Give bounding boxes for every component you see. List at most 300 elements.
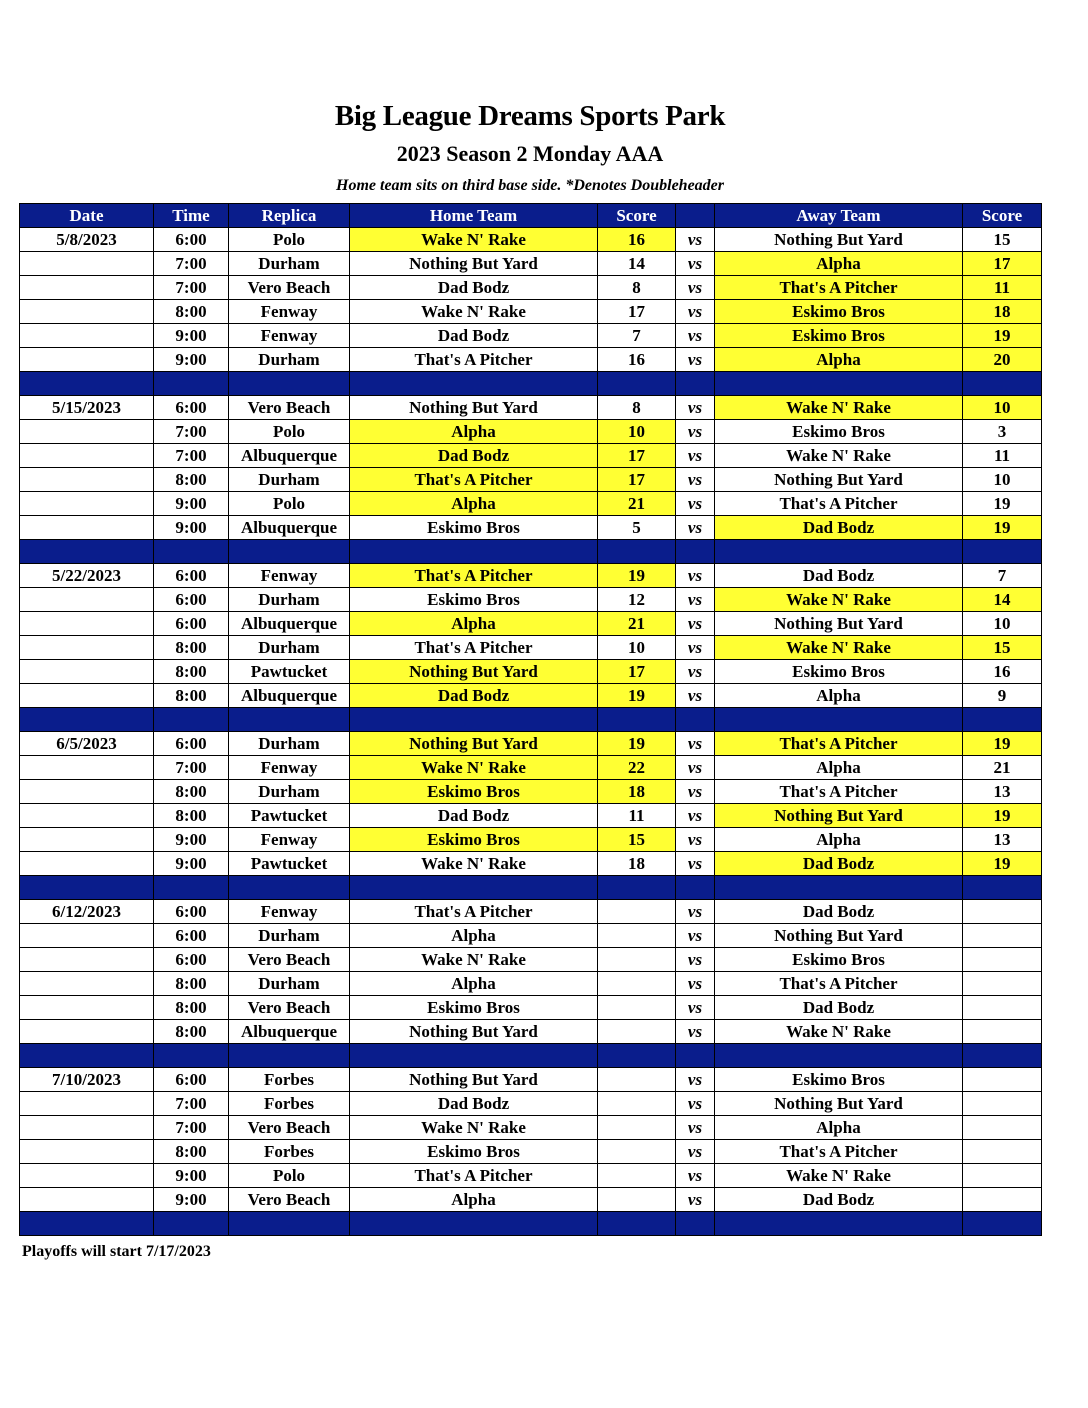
vs-label: vs xyxy=(676,324,715,348)
game-row xyxy=(20,948,1042,972)
game-row xyxy=(20,420,1042,444)
away-team: Eskimo Bros xyxy=(715,420,963,444)
separator-cell xyxy=(598,876,676,900)
game-row xyxy=(20,444,1042,468)
home-score xyxy=(598,1164,676,1188)
separator-cell xyxy=(20,372,154,396)
separator-cell xyxy=(715,1212,963,1236)
away-team: Wake N' Rake xyxy=(715,396,963,420)
away-score: 19 xyxy=(963,324,1042,348)
home-score: 11 xyxy=(598,804,676,828)
game-date xyxy=(20,948,154,972)
game-time: 8:00 xyxy=(154,804,229,828)
vs-label: vs xyxy=(676,492,715,516)
home-score: 19 xyxy=(598,732,676,756)
game-time: 8:00 xyxy=(154,300,229,324)
separator-cell xyxy=(20,1212,154,1236)
vs-label: vs xyxy=(676,444,715,468)
away-score xyxy=(963,1140,1042,1164)
home-score xyxy=(598,972,676,996)
separator-cell xyxy=(350,708,598,732)
separator-cell xyxy=(350,876,598,900)
game-row xyxy=(20,1164,1042,1188)
vs-label: vs xyxy=(676,1092,715,1116)
away-team: Eskimo Bros xyxy=(715,948,963,972)
game-date xyxy=(20,660,154,684)
home-team: Wake N' Rake xyxy=(350,948,598,972)
game-time: 8:00 xyxy=(154,1020,229,1044)
game-row xyxy=(20,300,1042,324)
vs-label: vs xyxy=(676,852,715,876)
game-date xyxy=(20,1188,154,1212)
separator-cell xyxy=(715,1044,963,1068)
separator-cell xyxy=(229,540,350,564)
away-team: Alpha xyxy=(715,684,963,708)
home-score: 17 xyxy=(598,468,676,492)
home-team: Dad Bodz xyxy=(350,324,598,348)
game-time: 6:00 xyxy=(154,612,229,636)
away-score xyxy=(963,1092,1042,1116)
separator-cell xyxy=(20,540,154,564)
game-row xyxy=(20,1068,1042,1092)
game-replica: Fenway xyxy=(229,300,350,324)
game-date xyxy=(20,1116,154,1140)
away-team: Dad Bodz xyxy=(715,996,963,1020)
game-row xyxy=(20,972,1042,996)
away-score: 14 xyxy=(963,588,1042,612)
separator-cell xyxy=(676,1212,715,1236)
away-score: 9 xyxy=(963,684,1042,708)
col-header-time: Time xyxy=(154,204,229,228)
away-team: Nothing But Yard xyxy=(715,1092,963,1116)
game-time: 8:00 xyxy=(154,972,229,996)
game-time: 6:00 xyxy=(154,396,229,420)
separator-cell xyxy=(676,708,715,732)
away-score xyxy=(963,1068,1042,1092)
separator-cell xyxy=(154,1044,229,1068)
game-replica: Albuquerque xyxy=(229,516,350,540)
game-date xyxy=(20,636,154,660)
game-date xyxy=(20,828,154,852)
home-score: 18 xyxy=(598,780,676,804)
away-score: 10 xyxy=(963,396,1042,420)
vs-label: vs xyxy=(676,228,715,252)
away-team: Wake N' Rake xyxy=(715,636,963,660)
vs-label: vs xyxy=(676,684,715,708)
home-score: 8 xyxy=(598,396,676,420)
game-row xyxy=(20,516,1042,540)
away-score: 20 xyxy=(963,348,1042,372)
schedule-body xyxy=(20,228,1042,1236)
away-team: Nothing But Yard xyxy=(715,924,963,948)
home-team: Wake N' Rake xyxy=(350,1116,598,1140)
game-time: 9:00 xyxy=(154,1188,229,1212)
home-score: 21 xyxy=(598,612,676,636)
home-score xyxy=(598,948,676,972)
schedule-table xyxy=(19,203,1042,1236)
game-date xyxy=(20,1020,154,1044)
away-team: That's A Pitcher xyxy=(715,732,963,756)
col-header-away-team: Away Team xyxy=(715,204,963,228)
game-replica: Albuquerque xyxy=(229,1020,350,1044)
away-score: 18 xyxy=(963,300,1042,324)
game-time: 6:00 xyxy=(154,900,229,924)
game-date xyxy=(20,612,154,636)
vs-label: vs xyxy=(676,516,715,540)
vs-label: vs xyxy=(676,396,715,420)
game-date xyxy=(20,924,154,948)
game-time: 9:00 xyxy=(154,492,229,516)
away-team: That's A Pitcher xyxy=(715,1140,963,1164)
game-time: 9:00 xyxy=(154,852,229,876)
game-row xyxy=(20,1116,1042,1140)
away-team: Alpha xyxy=(715,252,963,276)
home-team: Dad Bodz xyxy=(350,804,598,828)
vs-label: vs xyxy=(676,276,715,300)
game-date xyxy=(20,996,154,1020)
away-score: 15 xyxy=(963,228,1042,252)
game-replica: Vero Beach xyxy=(229,396,350,420)
separator-cell xyxy=(963,372,1042,396)
home-team: Alpha xyxy=(350,420,598,444)
separator-cell xyxy=(598,372,676,396)
separator-cell xyxy=(598,708,676,732)
col-header-date: Date xyxy=(20,204,154,228)
vs-label: vs xyxy=(676,564,715,588)
home-score xyxy=(598,1092,676,1116)
game-replica: Polo xyxy=(229,420,350,444)
away-score xyxy=(963,900,1042,924)
game-time: 8:00 xyxy=(154,780,229,804)
week-separator-row xyxy=(20,540,1042,564)
away-team: Eskimo Bros xyxy=(715,300,963,324)
game-replica: Polo xyxy=(229,1164,350,1188)
game-row xyxy=(20,492,1042,516)
game-time: 6:00 xyxy=(154,564,229,588)
game-row xyxy=(20,1020,1042,1044)
vs-label: vs xyxy=(676,996,715,1020)
away-team: Dad Bodz xyxy=(715,900,963,924)
game-time: 8:00 xyxy=(154,468,229,492)
separator-cell xyxy=(676,540,715,564)
game-replica: Durham xyxy=(229,468,350,492)
game-date xyxy=(20,1140,154,1164)
away-team: Nothing But Yard xyxy=(715,804,963,828)
home-score: 7 xyxy=(598,324,676,348)
away-score xyxy=(963,948,1042,972)
separator-cell xyxy=(20,708,154,732)
away-score: 13 xyxy=(963,780,1042,804)
game-replica: Pawtucket xyxy=(229,804,350,828)
home-team: Alpha xyxy=(350,924,598,948)
game-date xyxy=(20,588,154,612)
separator-cell xyxy=(676,876,715,900)
home-team: Wake N' Rake xyxy=(350,852,598,876)
week-separator-row xyxy=(20,876,1042,900)
away-team: Nothing But Yard xyxy=(715,228,963,252)
away-score xyxy=(963,1116,1042,1140)
away-score xyxy=(963,972,1042,996)
game-row xyxy=(20,1140,1042,1164)
game-time: 9:00 xyxy=(154,516,229,540)
home-team: Eskimo Bros xyxy=(350,516,598,540)
home-team: Dad Bodz xyxy=(350,276,598,300)
home-team: Alpha xyxy=(350,1188,598,1212)
away-team: Alpha xyxy=(715,828,963,852)
game-date xyxy=(20,756,154,780)
away-score: 10 xyxy=(963,612,1042,636)
separator-cell xyxy=(350,372,598,396)
game-replica: Durham xyxy=(229,636,350,660)
game-row xyxy=(20,276,1042,300)
home-score: 22 xyxy=(598,756,676,780)
game-replica: Fenway xyxy=(229,756,350,780)
vs-label: vs xyxy=(676,1020,715,1044)
game-row xyxy=(20,396,1042,420)
game-time: 6:00 xyxy=(154,924,229,948)
game-date xyxy=(20,516,154,540)
away-score: 21 xyxy=(963,756,1042,780)
game-replica: Albuquerque xyxy=(229,684,350,708)
game-row xyxy=(20,996,1042,1020)
col-header-replica: Replica xyxy=(229,204,350,228)
separator-cell xyxy=(598,1044,676,1068)
game-row xyxy=(20,636,1042,660)
game-date: 6/5/2023 xyxy=(20,732,154,756)
game-time: 6:00 xyxy=(154,228,229,252)
game-date xyxy=(20,972,154,996)
game-date xyxy=(20,420,154,444)
vs-label: vs xyxy=(676,348,715,372)
away-score xyxy=(963,1164,1042,1188)
separator-cell xyxy=(350,540,598,564)
home-team: Alpha xyxy=(350,972,598,996)
away-team: Wake N' Rake xyxy=(715,588,963,612)
home-score: 10 xyxy=(598,420,676,444)
game-row xyxy=(20,780,1042,804)
vs-label: vs xyxy=(676,612,715,636)
home-team: Wake N' Rake xyxy=(350,228,598,252)
separator-cell xyxy=(154,372,229,396)
week-separator-row xyxy=(20,372,1042,396)
game-replica: Polo xyxy=(229,492,350,516)
game-time: 7:00 xyxy=(154,252,229,276)
home-score xyxy=(598,1068,676,1092)
separator-cell xyxy=(229,1044,350,1068)
home-score: 16 xyxy=(598,348,676,372)
game-time: 9:00 xyxy=(154,324,229,348)
separator-cell xyxy=(715,540,963,564)
home-score: 18 xyxy=(598,852,676,876)
col-header-vs xyxy=(676,204,715,228)
away-team: That's A Pitcher xyxy=(715,492,963,516)
game-replica: Vero Beach xyxy=(229,948,350,972)
game-date xyxy=(20,252,154,276)
game-replica: Durham xyxy=(229,732,350,756)
separator-cell xyxy=(154,1212,229,1236)
home-team: Eskimo Bros xyxy=(350,996,598,1020)
game-row xyxy=(20,924,1042,948)
separator-cell xyxy=(229,708,350,732)
away-score: 7 xyxy=(963,564,1042,588)
game-replica: Fenway xyxy=(229,900,350,924)
separator-cell xyxy=(963,876,1042,900)
vs-label: vs xyxy=(676,948,715,972)
game-replica: Albuquerque xyxy=(229,612,350,636)
game-time: 8:00 xyxy=(154,996,229,1020)
away-score: 17 xyxy=(963,252,1042,276)
game-date xyxy=(20,1164,154,1188)
home-score xyxy=(598,900,676,924)
game-date xyxy=(20,300,154,324)
game-date: 5/8/2023 xyxy=(20,228,154,252)
game-time: 7:00 xyxy=(154,276,229,300)
home-score: 17 xyxy=(598,300,676,324)
game-date: 5/15/2023 xyxy=(20,396,154,420)
page-title: Big League Dreams Sports Park xyxy=(334,100,726,132)
home-score: 19 xyxy=(598,684,676,708)
separator-cell xyxy=(676,372,715,396)
vs-label: vs xyxy=(676,1116,715,1140)
game-date xyxy=(20,684,154,708)
away-team: Dad Bodz xyxy=(715,852,963,876)
game-row xyxy=(20,348,1042,372)
game-date: 7/10/2023 xyxy=(20,1068,154,1092)
home-team: That's A Pitcher xyxy=(350,900,598,924)
home-team: Dad Bodz xyxy=(350,444,598,468)
home-team: Nothing But Yard xyxy=(350,252,598,276)
vs-label: vs xyxy=(676,420,715,444)
game-replica: Forbes xyxy=(229,1140,350,1164)
game-replica: Albuquerque xyxy=(229,444,350,468)
away-team: Alpha xyxy=(715,756,963,780)
away-team: Wake N' Rake xyxy=(715,1164,963,1188)
home-team: Nothing But Yard xyxy=(350,1020,598,1044)
col-header-away-score: Score xyxy=(963,204,1042,228)
game-replica: Forbes xyxy=(229,1092,350,1116)
vs-label: vs xyxy=(676,588,715,612)
separator-cell xyxy=(229,1212,350,1236)
home-team: That's A Pitcher xyxy=(350,636,598,660)
game-replica: Fenway xyxy=(229,564,350,588)
home-team: Nothing But Yard xyxy=(350,396,598,420)
home-team: That's A Pitcher xyxy=(350,468,598,492)
home-score xyxy=(598,1140,676,1164)
home-team: Alpha xyxy=(350,492,598,516)
game-time: 6:00 xyxy=(154,588,229,612)
game-row xyxy=(20,228,1042,252)
schedule-note: Home team sits on third base side. *Denotes Doubleheader xyxy=(336,177,724,194)
game-replica: Polo xyxy=(229,228,350,252)
game-replica: Durham xyxy=(229,972,350,996)
away-score xyxy=(963,996,1042,1020)
game-date xyxy=(20,804,154,828)
away-team: Dad Bodz xyxy=(715,516,963,540)
game-time: 7:00 xyxy=(154,420,229,444)
game-row xyxy=(20,324,1042,348)
separator-cell xyxy=(154,708,229,732)
separator-cell xyxy=(963,1212,1042,1236)
home-team: Wake N' Rake xyxy=(350,300,598,324)
game-time: 6:00 xyxy=(154,1068,229,1092)
vs-label: vs xyxy=(676,924,715,948)
game-replica: Fenway xyxy=(229,828,350,852)
game-time: 7:00 xyxy=(154,444,229,468)
vs-label: vs xyxy=(676,252,715,276)
away-score: 19 xyxy=(963,492,1042,516)
game-replica: Vero Beach xyxy=(229,1116,350,1140)
separator-cell xyxy=(20,876,154,900)
away-score: 19 xyxy=(963,804,1042,828)
away-team: Wake N' Rake xyxy=(715,444,963,468)
separator-cell xyxy=(598,540,676,564)
home-score xyxy=(598,1116,676,1140)
away-score xyxy=(963,924,1042,948)
game-time: 9:00 xyxy=(154,1164,229,1188)
home-team: Nothing But Yard xyxy=(350,660,598,684)
game-row xyxy=(20,900,1042,924)
game-replica: Durham xyxy=(229,924,350,948)
vs-label: vs xyxy=(676,636,715,660)
away-team: Eskimo Bros xyxy=(715,324,963,348)
home-score: 19 xyxy=(598,564,676,588)
game-time: 6:00 xyxy=(154,948,229,972)
home-team: Alpha xyxy=(350,612,598,636)
vs-label: vs xyxy=(676,660,715,684)
game-row xyxy=(20,660,1042,684)
game-time: 7:00 xyxy=(154,1116,229,1140)
home-score xyxy=(598,924,676,948)
game-time: 8:00 xyxy=(154,636,229,660)
game-date xyxy=(20,276,154,300)
game-row xyxy=(20,588,1042,612)
game-row xyxy=(20,252,1042,276)
away-team: Nothing But Yard xyxy=(715,468,963,492)
game-date xyxy=(20,1092,154,1116)
vs-label: vs xyxy=(676,1068,715,1092)
game-row xyxy=(20,1188,1042,1212)
game-row xyxy=(20,756,1042,780)
game-row xyxy=(20,612,1042,636)
vs-label: vs xyxy=(676,1140,715,1164)
game-replica: Vero Beach xyxy=(229,996,350,1020)
home-score xyxy=(598,996,676,1020)
separator-cell xyxy=(350,1044,598,1068)
home-score: 14 xyxy=(598,252,676,276)
home-score: 5 xyxy=(598,516,676,540)
home-team: Eskimo Bros xyxy=(350,780,598,804)
home-team: Wake N' Rake xyxy=(350,756,598,780)
week-separator-row xyxy=(20,708,1042,732)
away-score xyxy=(963,1188,1042,1212)
home-team: Nothing But Yard xyxy=(350,732,598,756)
home-team: Eskimo Bros xyxy=(350,588,598,612)
game-time: 8:00 xyxy=(154,660,229,684)
away-score: 13 xyxy=(963,828,1042,852)
away-team: That's A Pitcher xyxy=(715,972,963,996)
game-date: 6/12/2023 xyxy=(20,900,154,924)
vs-label: vs xyxy=(676,972,715,996)
game-replica: Durham xyxy=(229,348,350,372)
home-score: 16 xyxy=(598,228,676,252)
away-team: Eskimo Bros xyxy=(715,660,963,684)
game-date xyxy=(20,780,154,804)
home-team: Dad Bodz xyxy=(350,1092,598,1116)
vs-label: vs xyxy=(676,828,715,852)
game-date xyxy=(20,324,154,348)
playoffs-note: Playoffs will start 7/17/2023 xyxy=(22,1243,211,1260)
separator-cell xyxy=(229,876,350,900)
